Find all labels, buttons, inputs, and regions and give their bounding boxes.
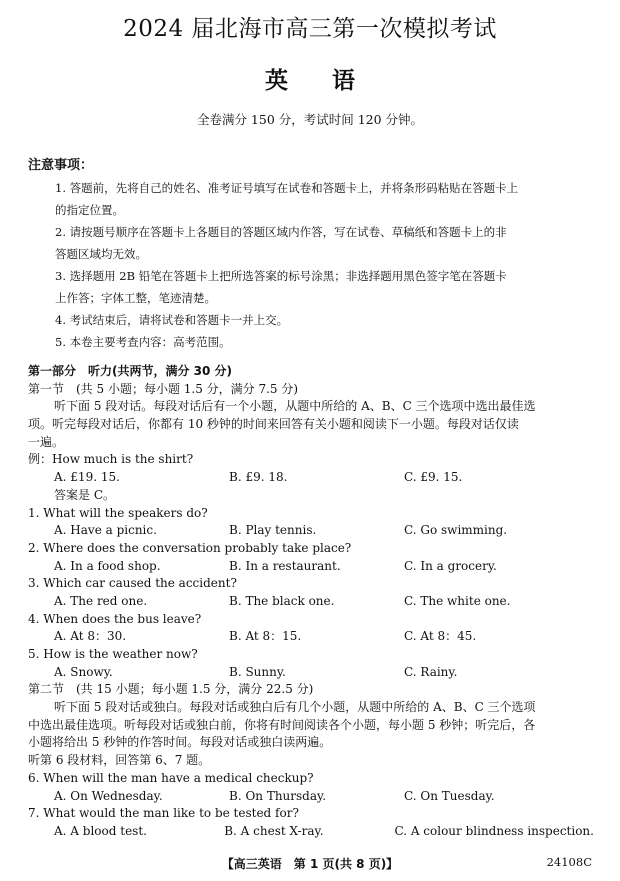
question: 3. Which car caused the accident? — [28, 576, 237, 591]
question: 5. How is the weather now? — [28, 647, 198, 661]
instruction-line: 听下面 5 段对话或独白。每段对话或独白后有几个小题，从题中所给的 A、B、C 三个选项 — [54, 700, 536, 715]
option-a: A. In a food shop. — [54, 558, 161, 573]
material-line: 听第 6 段材料，回答第 6、7 题。 — [28, 753, 211, 768]
notice-item-continuation: 答题区域均无效。 — [55, 247, 147, 261]
notice-item: 1. 答题前，先将自己的姓名、准考证号填写在试卷和答题卡上，并将条形码粘贴在答题卡上 — [55, 181, 519, 195]
option-c: C. At 8：45. — [404, 629, 477, 644]
option-a: A. Have a picnic. — [54, 523, 157, 538]
question: 4. When does the bus leave? — [28, 611, 202, 626]
notice-title: 注意事项： — [28, 158, 94, 173]
question: 7. What would the man like to be tested for? — [28, 806, 299, 821]
subject-title — [0, 62, 620, 95]
option-a: A. On Wednesday. — [54, 788, 163, 803]
question-options — [28, 823, 594, 841]
question-options — [28, 788, 594, 806]
question-options — [28, 558, 594, 576]
section-title: 第一节 (共 5 小题；每小题 1.5 分，满分 7.5 分) — [28, 381, 299, 396]
question: 6. When will the man have a medical checkup? — [28, 770, 314, 785]
question: 1. What will the speakers do? — [28, 505, 208, 520]
option-a: A. £19. 15. — [54, 470, 120, 485]
score-time-line: 全卷满分 150 分，考试时间 120 分钟。 — [196, 112, 424, 127]
question-options — [28, 628, 594, 646]
option-c: C. Go swimming. — [404, 523, 508, 538]
listening-part — [28, 363, 594, 841]
option-b: B. The black one. — [229, 593, 335, 608]
instruction-line: 听下面 5 段对话。每段对话后有一个小题，从题中所给的 A、B、C 三个选项中选出最佳选 — [54, 399, 536, 414]
instruction-line: 小题将给出 5 秒钟的作答时间。每段对话或独白读两遍。 — [28, 735, 332, 750]
exam-title: 2024 届北海市高三第一次模拟考试 — [123, 16, 497, 42]
part-title: 第一部分 听力(共两节，满分 30 分) — [28, 364, 233, 378]
instruction-line: 项。听完每段对话后，你都有 10 秒钟的时间来回答有关小题和阅读下一小题。每段对话仅读 — [28, 417, 519, 432]
question-options — [28, 664, 594, 682]
option-b: B. In a restaurant. — [229, 558, 341, 573]
notice-item: 2. 请按题号顺序在答题卡上各题目的答题区域内作答，写在试卷、草稿纸和答题卡上的非 — [55, 225, 507, 239]
option-c: C. On Tuesday. — [404, 788, 495, 803]
option-b: B. Play tennis. — [229, 523, 317, 538]
instruction-line: 中选出最佳选项。听每段对话或独白前，你将有时间阅读各个小题，每小题 5 秒钟；听完后，各 — [28, 717, 536, 732]
option-b: B. On Thursday. — [229, 788, 327, 803]
option-b: B. At 8：15. — [229, 629, 302, 644]
notice-item-continuation: 的指定位置。 — [55, 203, 124, 217]
notice-item: 5. 本卷主要考查内容：高考范围。 — [55, 335, 231, 349]
paper-code: 24108C — [546, 855, 592, 869]
option-c: C. Rainy. — [404, 664, 458, 679]
option-b: B. £9. 18. — [229, 470, 288, 485]
option-a: A. At 8：30. — [54, 629, 127, 644]
example-options — [28, 469, 594, 487]
notice-item-continuation: 上作答；字体工整，笔迹清楚。 — [55, 291, 216, 305]
option-c: C. A colour blindness inspection. — [394, 823, 594, 838]
option-c: C. In a grocery. — [404, 558, 497, 573]
question: 2. Where does the conversation probably take place? — [28, 540, 352, 555]
section-title: 第二节 (共 15 小题；每小题 1.5 分，满分 22.5 分) — [28, 682, 314, 697]
option-c: C. £9. 15. — [404, 470, 463, 485]
option-a: A. Snowy. — [54, 664, 113, 679]
notice-list — [55, 177, 600, 353]
option-b: B. Sunny. — [229, 664, 286, 679]
notice-item: 3. 选择题用 2B 铅笔在答题卡上把所选答案的标号涂黑；非选择题用黑色签字笔在答题卡 — [55, 269, 507, 283]
option-b: B. A chest X-ray. — [224, 823, 324, 838]
example-answer: 答案是 C。 — [54, 487, 115, 502]
subject-char-1: 英 — [264, 68, 288, 94]
option-c: C. The white one. — [404, 593, 511, 608]
footer-label: 【高三英语 第 1 页(共 8 页)】 — [221, 857, 399, 871]
instruction-line: 一遍。 — [28, 434, 65, 449]
option-a: A. A blood test. — [54, 823, 147, 838]
option-a: A. The red one. — [54, 593, 148, 608]
question-options — [28, 593, 594, 611]
subject-char-2: 语 — [332, 68, 355, 94]
question-options — [28, 522, 594, 540]
example-question: 例：How much is the shirt? — [28, 452, 194, 467]
page-footer — [0, 855, 620, 872]
notice-item: 4. 考试结束后，请将试卷和答题卡一并上交。 — [55, 313, 289, 327]
